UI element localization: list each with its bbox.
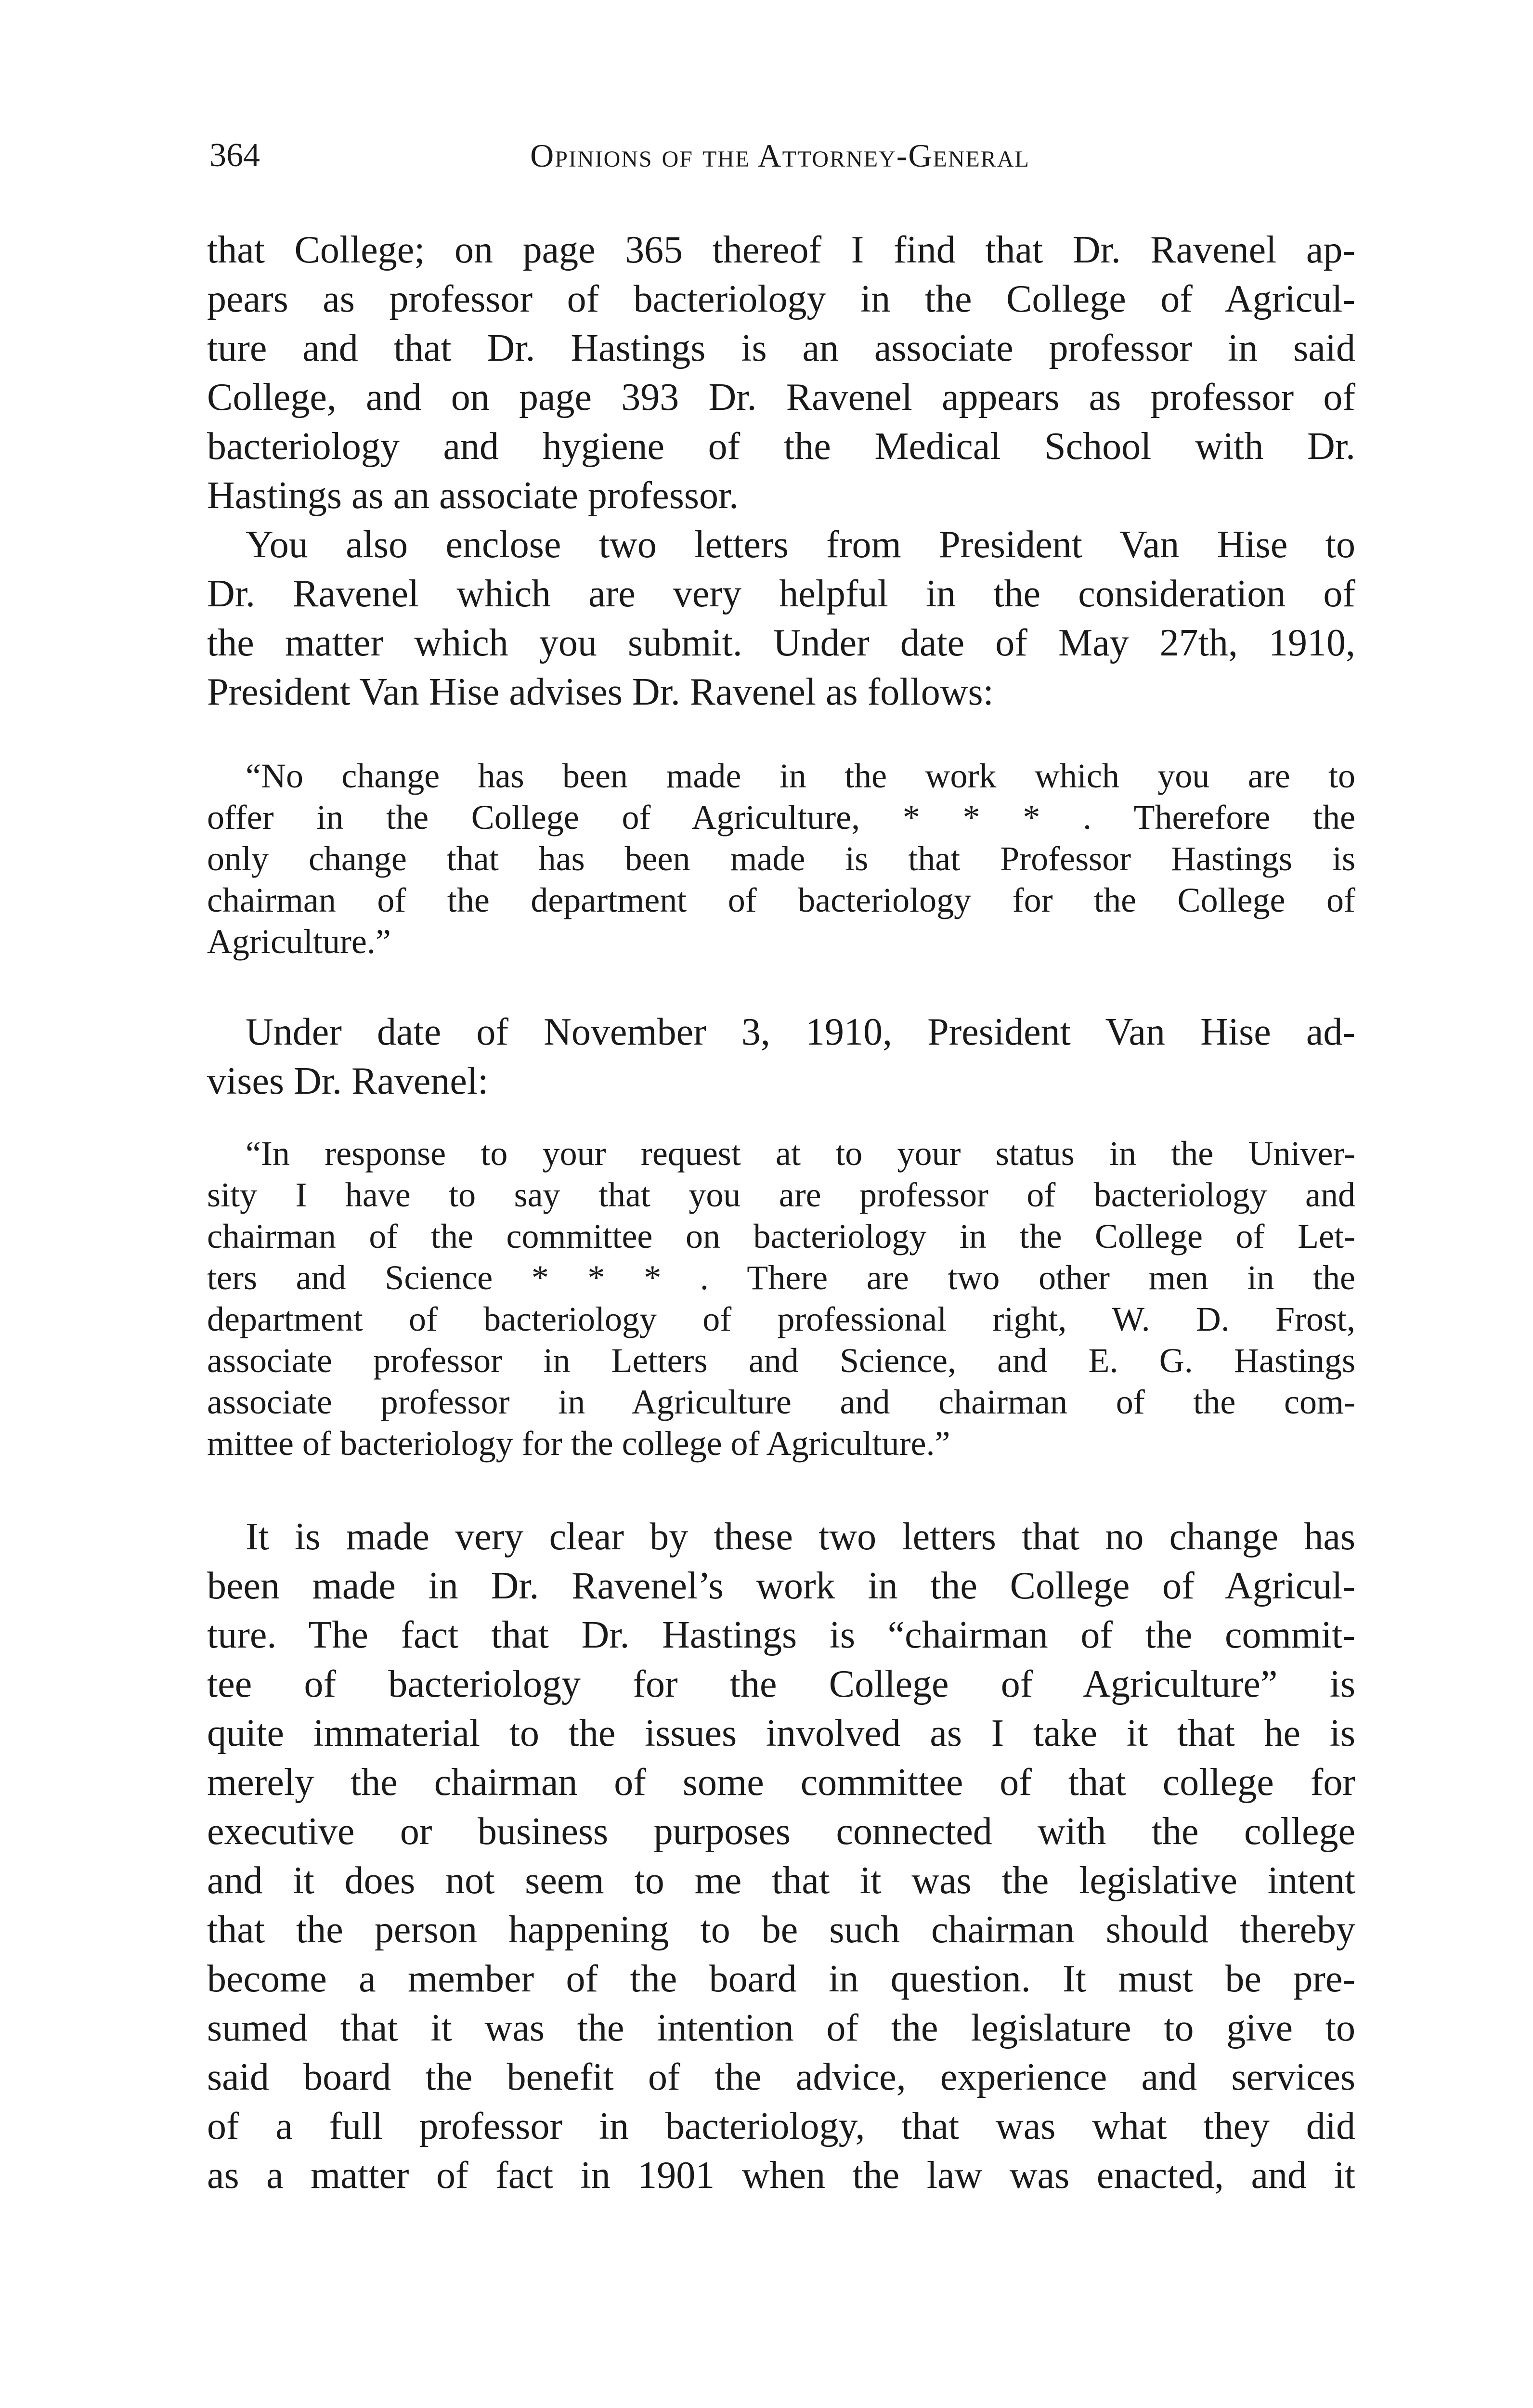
quote-line: mittee of bacteriology for the college of Agriculture.” — [207, 1424, 950, 1463]
quote-line: department of bacteriology of professional right, W. D. Frost, — [207, 1300, 1355, 1338]
quote-line: only change that has been made is that Professor Hastings is — [207, 839, 1355, 878]
page-header — [209, 130, 1351, 183]
text-line: pears as professor of bacteriology in the College of Agricul- — [207, 278, 1355, 320]
text-line: ture and that Dr. Hastings is an associate professor in said — [207, 327, 1355, 369]
running-head: Opinions of the Attorney-General — [530, 137, 1030, 174]
quote-line: ters and Science * * * . There are two other men in the — [207, 1258, 1355, 1297]
quote-line: “In response to your request at to your status in the Univer- — [246, 1134, 1355, 1173]
text-line: as a matter of fact in 1901 when the law was enacted, and it — [207, 2154, 1355, 2197]
text-line: ture. The fact that Dr. Hastings is “chairman of the commit- — [207, 1614, 1355, 1656]
quote-line: offer in the College of Agriculture, * * * . Therefore the — [207, 798, 1355, 837]
text-line: College, and on page 393 Dr. Ravenel appears as professor of — [207, 376, 1355, 419]
text-line: Dr. Ravenel which are very helpful in the consideration of — [207, 573, 1355, 615]
text-line: and it does not seem to me that it was the legislative intent — [207, 1859, 1355, 1902]
text-line: of a full professor in bacteriology, that was what they did — [207, 2105, 1355, 2147]
text-line: It is made very clear by these two letters that no change has — [246, 1516, 1355, 1558]
quote-line: chairman of the department of bacteriology for the College of — [207, 881, 1355, 919]
text-line: quite immaterial to the issues involved as I take it that he is — [207, 1712, 1355, 1754]
quote-line: associate professor in Agriculture and chairman of the com- — [207, 1383, 1355, 1421]
text-line: been made in Dr. Ravenel’s work in the College of Agricul- — [207, 1565, 1355, 1607]
quote-line: associate professor in Letters and Science, and E. G. Hastings — [207, 1341, 1355, 1380]
paragraph-4 — [207, 1512, 1355, 2200]
text-line: the matter which you submit. Under date of May 27th, 1910, — [207, 622, 1355, 664]
page-number: 364 — [209, 137, 260, 174]
quote-line: “No change has been made in the work which you are to — [246, 757, 1355, 795]
block-quote-2 — [207, 1133, 1355, 1464]
paragraph-2 — [207, 520, 1355, 717]
text-line: said board the benefit of the advice, experience and services — [207, 2056, 1355, 2098]
paragraph-1 — [207, 225, 1355, 520]
text-line: executive or business purposes connected with the college — [207, 1810, 1355, 1853]
text-line: sumed that it was the intention of the legislature to give to — [207, 2007, 1355, 2049]
text-line: President Van Hise advises Dr. Ravenel as follows: — [207, 671, 994, 713]
quote-line: Agriculture.” — [207, 922, 391, 961]
text-line: vises Dr. Ravenel: — [207, 1060, 489, 1102]
paragraph-3 — [207, 1008, 1355, 1106]
text-line: tee of bacteriology for the College of Agriculture” is — [207, 1663, 1355, 1705]
block-quote-1 — [207, 755, 1355, 962]
text-line: that the person happening to be such chairman should thereby — [207, 1909, 1355, 1951]
text-line: Under date of November 3, 1910, President Van Hise ad- — [246, 1011, 1355, 1053]
text-line: Hastings as an associate professor. — [207, 474, 739, 517]
text-line: bacteriology and hygiene of the Medical School with Dr. — [207, 425, 1355, 468]
text-line: become a member of the board in question. It must be pre- — [207, 1958, 1355, 2000]
quote-line: chairman of the committee on bacteriology in the College of Let- — [207, 1217, 1355, 1256]
text-line: merely the chairman of some committee of that college for — [207, 1761, 1355, 1804]
quote-line: sity I have to say that you are professor of bacteriology and — [207, 1176, 1355, 1214]
text-line: You also enclose two letters from President Van Hise to — [246, 523, 1355, 566]
text-line: that College; on page 365 thereof I find that Dr. Ravenel ap- — [207, 229, 1355, 271]
